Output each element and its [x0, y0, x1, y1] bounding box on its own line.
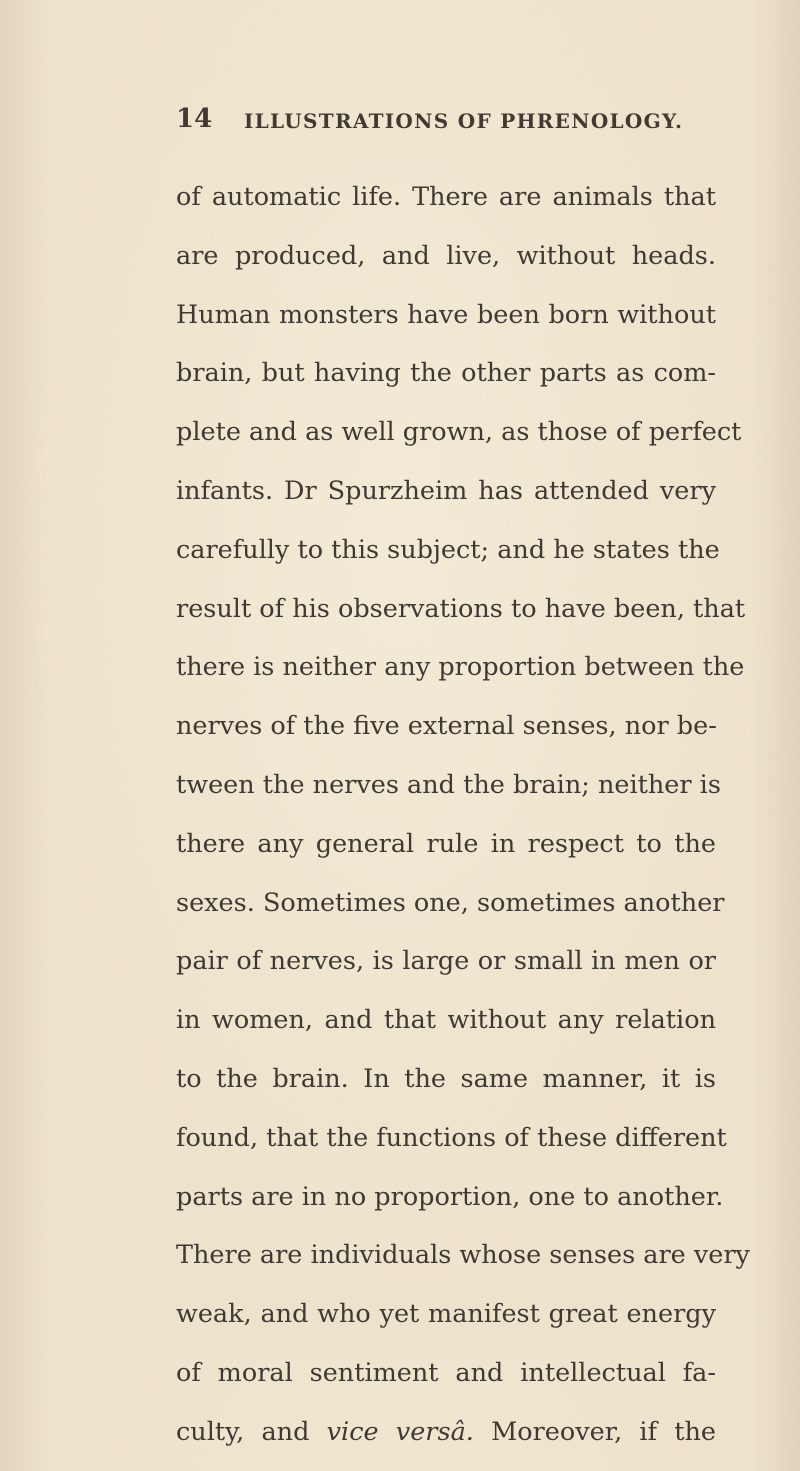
- page-number: 14: [176, 104, 213, 134]
- text-line: tween the nerves and the brain; neither is: [176, 769, 721, 800]
- text-line: of automatic life. There are animals that: [176, 182, 716, 212]
- text-line: plete and as well grown, as those of perfect: [176, 417, 742, 448]
- text-line: to the brain. In the same manner, it is: [176, 1063, 716, 1094]
- body-text: [176, 177, 750, 1471]
- text-line: brain, but having the other parts as com-: [176, 358, 716, 389]
- text-line: Human monsters have been born without: [176, 299, 716, 330]
- text-line: result of his observations to have been, that: [176, 593, 746, 624]
- text-line: of moral sentiment and intellectual fa-: [176, 1357, 716, 1388]
- text-line: found, that the functions of these different: [176, 1122, 727, 1153]
- running-head: [176, 104, 706, 144]
- text-line: there is neither any proportion between the: [176, 652, 745, 683]
- text-line: are produced, and live, without heads.: [176, 240, 716, 271]
- text-line: sexes. Sometimes one, sometimes another: [176, 887, 725, 918]
- text-line-last: [176, 1412, 716, 1471]
- text-line: carefully to this subject; and he states the: [176, 534, 720, 565]
- text-line: There are individuals whose senses are very: [176, 1240, 750, 1271]
- text-line: weak, and who yet manifest great energy: [176, 1299, 716, 1330]
- text-line: parts are in no proportion, one to another.: [176, 1181, 724, 1212]
- text-line: pair of nerves, is large or small in men or: [176, 946, 716, 977]
- text-line: nerves of the five external senses, nor be-: [176, 711, 717, 742]
- latin-phrase: vice versâ.: [326, 1416, 474, 1447]
- text-line: infants. Dr Spurzheim has attended very: [176, 475, 716, 506]
- running-title: ILLUSTRATIONS OF PHRENOLOGY.: [244, 109, 684, 133]
- last-line-end: Moreover, if the: [473, 1416, 716, 1447]
- text-line: in women, and that without any relation: [176, 1005, 716, 1036]
- last-line-start: culty, and: [176, 1416, 327, 1447]
- text-line: there any general rule in respect to the: [176, 828, 716, 859]
